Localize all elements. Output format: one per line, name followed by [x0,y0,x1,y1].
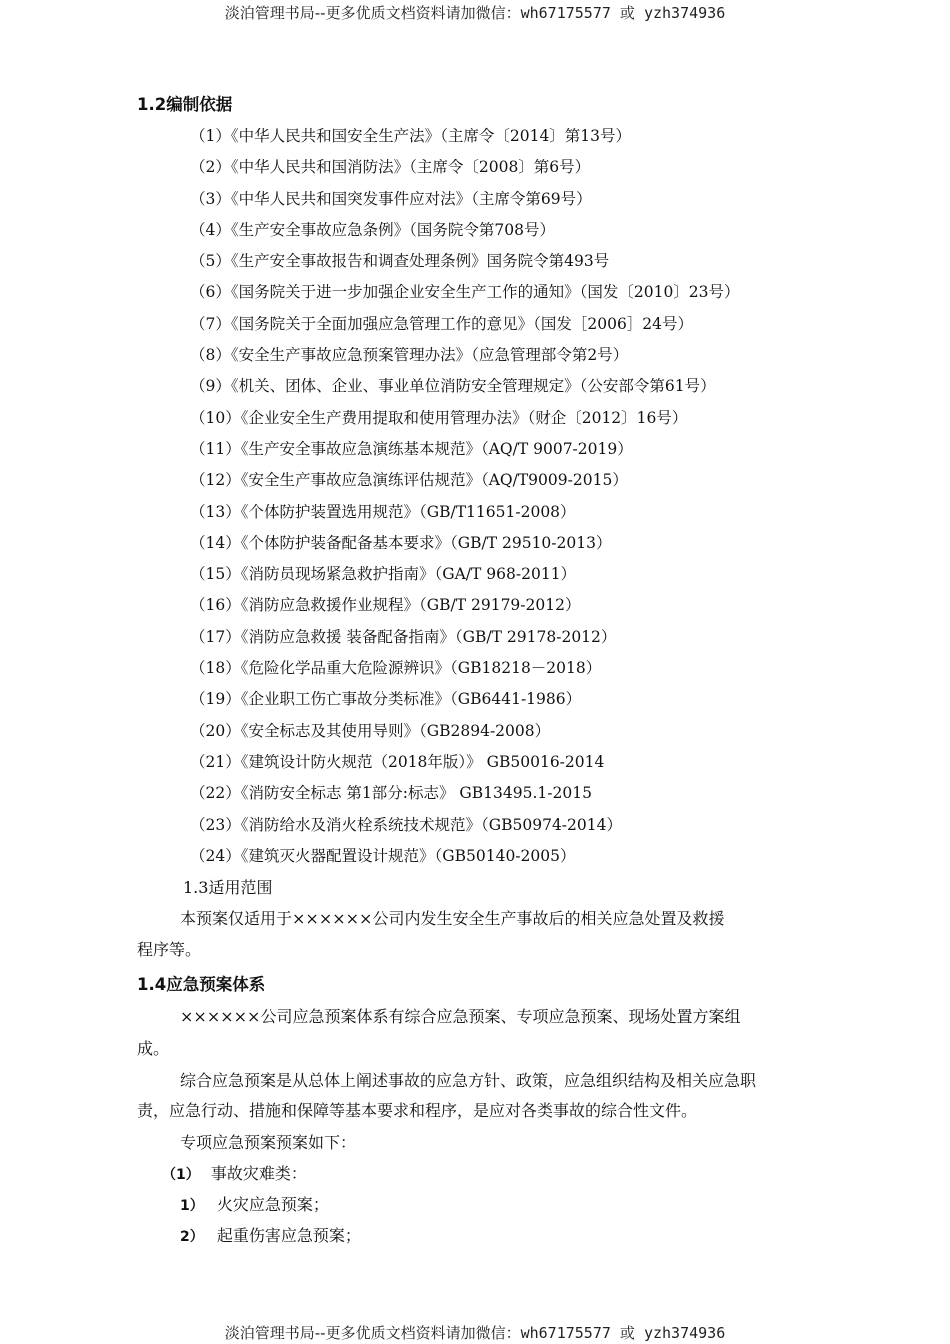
reference-list [190,124,740,875]
reference-item: （8）《安全生产事故应急预案管理办法》（应急管理部令第2号） [190,346,629,365]
footer-watermark [0,1322,950,1343]
reference-item: （3）《中华人民共和国突发事件应对法》（主席令第69号） [190,189,592,208]
list-item-1-text: 事故灾难类： [210,1164,307,1183]
list-item-1-label: （1） [162,1167,200,1183]
list-item-1 [162,1162,307,1187]
header-watermark-ids: wh67175577 或 yzh374936 [520,4,726,22]
reference-item: （13）《个体防护装置选用规范》（GB/T11651-2008） [190,502,576,521]
header-watermark-prefix: 淡泊管理书局--更多优质文档资料请加微信： [224,4,521,22]
section-1-3-paragraph-line-2: 程序等。 [137,940,202,959]
sub-item-2-text: 起重伤害应急预案； [216,1226,361,1245]
section-1-4-para-1-line-1: ××××××公司应急预案体系有综合应急预案、专项应急预案、现场处置方案组 [180,1007,741,1026]
reference-item: （15）《消防员现场紧急救护指南》（GA/T 968-2011） [190,565,577,584]
reference-item: （2）《中华人民共和国消防法》（主席令〔2008〕第6号） [190,158,591,177]
reference-item: （20）《安全标志及其使用导则》（GB2894-2008） [190,721,551,740]
section-1-4-para-2-line-2: 责，应急行动、措施和保障等基本要求和程序，是应对各类事故的综合性文件。 [137,1101,698,1120]
section-1-3-paragraph-line-1: 本预案仅适用于××××××公司内发生安全生产事故后的相关应急处置及救援 [180,909,725,928]
sub-item-1-label: 1） [180,1198,204,1214]
reference-item: （17）《消防应急救援 装备配备指南》（GB/T 29178-2012） [190,627,617,646]
section-1-2-heading: 1.2编制依据 [137,95,233,114]
reference-item: （19）《企业职工伤亡事故分类标准》（GB6441-1986） [190,690,582,709]
sub-item-2 [180,1224,361,1249]
reference-item: （5）《生产安全事故报告和调查处理条例》国务院令第493号 [190,252,610,271]
reference-item: （6）《国务院关于进一步加强企业安全生产工作的通知》（国发〔2010〕23号） [190,283,740,302]
reference-item: （11）《生产安全事故应急演练基本规范》（AQ/T 9007-2019） [190,439,633,458]
reference-item: （14）《个体防护装备配备基本要求》（GB/T 29510-2013） [190,533,612,552]
section-1-4-para-1-line-2: 成。 [137,1039,170,1058]
reference-item: （4）《生产安全事故应急条例》（国务院令第708号） [190,220,555,239]
section-1-4-para-2-line-1: 综合应急预案是从总体上阐述事故的应急方针、政策，应急组织结构及相关应急职 [180,1071,757,1090]
reference-item: （7）《国务院关于全面加强应急管理工作的意见》（国发［2006］24号） [190,314,694,333]
reference-item: （12）《安全生产事故应急演练评估规范》（AQ/T9009-2015） [190,471,628,490]
reference-item: （9）《机关、团体、企业、事业单位消防安全管理规定》（公安部令第61号） [190,377,716,396]
section-1-4-heading: 1.4应急预案体系 [137,975,266,994]
section-1-4-para-3: 专项应急预案预案如下： [180,1133,357,1152]
reference-item: （23）《消防给水及消火栓系统技术规范》（GB50974-2014） [190,815,622,834]
reference-item: （16）《消防应急救援作业规程》（GB/T 29179-2012） [190,596,581,615]
sub-item-1 [180,1193,329,1218]
footer-watermark-ids: wh67175577 或 yzh374936 [520,1324,726,1342]
sub-item-1-text: 火灾应急预案； [216,1195,329,1214]
reference-item: （18）《危险化学品重大危险源辨识》（GB18218－2018） [190,659,602,678]
footer-watermark-prefix: 淡泊管理书局--更多优质文档资料请加微信： [224,1324,521,1342]
reference-item: （22）《消防安全标志 第1部分:标志》 GB13495.1-2015 [190,784,592,803]
sub-item-2-label: 2） [180,1229,204,1245]
section-1-3-heading: 1.3适用范围 [183,878,273,897]
reference-item: （21）《建筑设计防火规范（2018年版）》 GB50016-2014 [190,752,605,771]
reference-item: （10）《企业安全生产费用提取和使用管理办法》（财企〔2012〕16号） [190,408,688,427]
header-watermark [0,2,950,23]
reference-item: （1）《中华人民共和国安全生产法》（主席令〔2014〕第13号） [190,127,632,145]
reference-item: （24）《建筑灭火器配置设计规范》（GB50140-2005） [190,846,576,865]
